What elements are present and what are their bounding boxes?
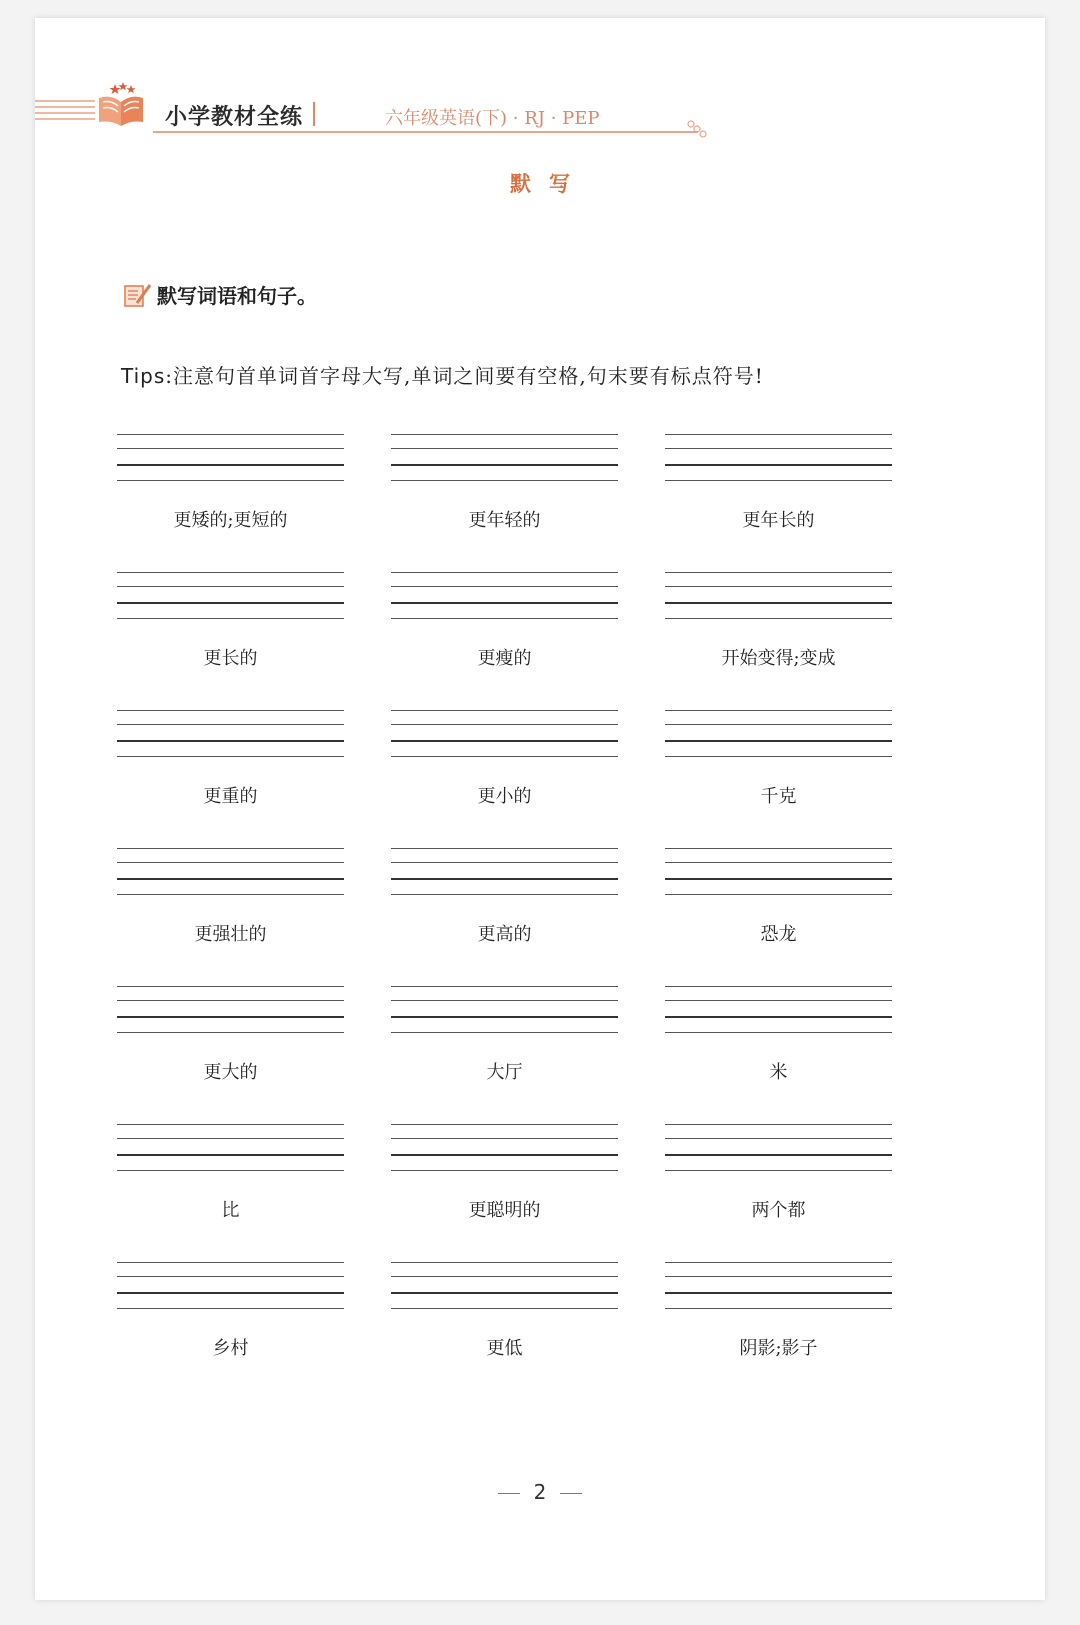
dictation-item — [665, 572, 892, 686]
writing-line — [391, 618, 618, 619]
dictation-prompt: 更重的 — [203, 786, 258, 807]
writing-lines[interactable] — [391, 986, 618, 1036]
writing-line — [391, 878, 618, 880]
dictation-prompt: 更瘦的 — [477, 648, 532, 669]
dictation-item — [665, 1124, 892, 1238]
dictation-prompt: 大厅 — [486, 1062, 523, 1083]
worksheet-page — [35, 18, 1045, 1600]
writing-lines[interactable] — [391, 710, 618, 760]
writing-line — [391, 602, 618, 604]
writing-line — [665, 1124, 892, 1125]
page-title: 默写 — [510, 172, 588, 196]
page-header — [35, 70, 735, 140]
writing-line — [117, 586, 344, 587]
dictation-item — [665, 1262, 892, 1376]
writing-line — [665, 1154, 892, 1156]
decorative-dots-icon — [686, 119, 708, 139]
writing-line — [117, 1276, 344, 1277]
writing-lines[interactable] — [391, 572, 618, 622]
writing-line — [391, 862, 618, 863]
header-stripes — [35, 100, 95, 124]
dictation-item — [117, 710, 344, 824]
header-rule — [153, 131, 698, 133]
writing-line — [117, 1000, 344, 1001]
dictation-prompt: 比 — [221, 1200, 240, 1221]
writing-line — [665, 602, 892, 604]
writing-line — [665, 1000, 892, 1001]
writing-line — [665, 1170, 892, 1171]
writing-line — [117, 862, 344, 863]
dictation-item — [665, 710, 892, 824]
footer-dash-left — [498, 1493, 520, 1494]
writing-lines[interactable] — [117, 434, 344, 484]
dictation-item — [117, 572, 344, 686]
writing-line — [391, 710, 618, 711]
writing-line — [117, 894, 344, 895]
writing-line — [665, 894, 892, 895]
tips-line — [121, 360, 764, 389]
writing-line — [391, 1308, 618, 1309]
writing-line — [665, 1016, 892, 1018]
writing-line — [117, 740, 344, 742]
dictation-prompt: 更年轻的 — [468, 510, 541, 531]
writing-line — [665, 862, 892, 863]
writing-line — [117, 1170, 344, 1171]
dictation-item — [665, 986, 892, 1100]
section-heading — [123, 280, 317, 309]
writing-line — [117, 1032, 344, 1033]
writing-lines[interactable] — [117, 1262, 344, 1312]
writing-line — [665, 464, 892, 466]
writing-line — [117, 848, 344, 849]
writing-line — [665, 618, 892, 619]
title-divider — [313, 102, 315, 126]
tips-text: :注意句首单词首字母大写,单词之间要有空格,句末要有标点符号! — [165, 364, 764, 388]
writing-line — [117, 618, 344, 619]
writing-line — [117, 480, 344, 481]
writing-line — [665, 572, 892, 573]
dictation-prompt: 更长的 — [203, 648, 258, 669]
dictation-item — [117, 434, 344, 548]
writing-lines[interactable] — [391, 1124, 618, 1174]
writing-line — [391, 1170, 618, 1171]
footer-dash-right — [560, 1493, 582, 1494]
tips-key: Tips — [121, 364, 166, 388]
writing-line — [391, 848, 618, 849]
dictation-prompt: 米 — [769, 1062, 788, 1083]
writing-line — [391, 572, 618, 573]
writing-line — [391, 464, 618, 466]
writing-line — [117, 1138, 344, 1139]
open-book-stars-icon — [93, 80, 149, 130]
writing-line — [391, 1276, 618, 1277]
writing-line — [117, 448, 344, 449]
writing-lines[interactable] — [665, 710, 892, 760]
dictation-prompt: 更低 — [486, 1338, 523, 1359]
writing-line — [117, 1124, 344, 1125]
writing-lines[interactable] — [117, 848, 344, 898]
dictation-prompt: 千克 — [760, 786, 797, 807]
writing-line — [665, 848, 892, 849]
writing-line — [391, 1154, 618, 1156]
writing-line — [391, 1016, 618, 1018]
writing-line — [117, 1262, 344, 1263]
page-footer — [35, 1480, 1045, 1504]
page-number: 2 — [533, 1480, 547, 1504]
dictation-prompt: 更小的 — [477, 786, 532, 807]
writing-lines[interactable] — [665, 848, 892, 898]
writing-line — [391, 1262, 618, 1263]
writing-line — [391, 480, 618, 481]
writing-line — [391, 1032, 618, 1033]
dictation-prompt: 阴影;影子 — [739, 1338, 818, 1359]
writing-line — [391, 724, 618, 725]
writing-line — [665, 710, 892, 711]
dictation-item — [117, 1262, 344, 1376]
writing-lines[interactable] — [391, 434, 618, 484]
writing-line — [665, 448, 892, 449]
dictation-prompt: 恐龙 — [760, 924, 797, 945]
writing-line — [391, 1124, 618, 1125]
dictation-item — [117, 1124, 344, 1238]
writing-line — [391, 740, 618, 742]
writing-line — [391, 1138, 618, 1139]
writing-line — [117, 1308, 344, 1309]
writing-lines[interactable] — [665, 1124, 892, 1174]
writing-line — [665, 1138, 892, 1139]
writing-line — [665, 434, 892, 435]
writing-line — [391, 986, 618, 987]
grade-subtitle: 六年级英语(下) · RJ · PEP — [385, 108, 600, 129]
writing-line — [665, 756, 892, 757]
writing-line — [391, 448, 618, 449]
dictation-item — [117, 848, 344, 962]
writing-lines[interactable] — [117, 1124, 344, 1174]
writing-line — [117, 464, 344, 466]
dictation-grid — [117, 434, 892, 1376]
dictation-prompt: 更聪明的 — [468, 1200, 541, 1221]
writing-line — [117, 1154, 344, 1156]
writing-lines[interactable] — [665, 1262, 892, 1312]
writing-line — [665, 1262, 892, 1263]
writing-line — [117, 724, 344, 725]
dictation-item — [665, 848, 892, 962]
dictation-item — [391, 572, 618, 686]
dictation-prompt: 更矮的;更短的 — [173, 510, 288, 531]
writing-line — [665, 986, 892, 987]
dictation-prompt: 乡村 — [212, 1338, 249, 1359]
writing-line — [665, 1292, 892, 1294]
dictation-item — [391, 434, 618, 548]
writing-line — [665, 1276, 892, 1277]
dictation-prompt: 更高的 — [477, 924, 532, 945]
dictation-prompt: 更强壮的 — [194, 924, 267, 945]
dictation-prompt: 更大的 — [203, 1062, 258, 1083]
writing-line — [117, 710, 344, 711]
section-heading-text: 默写词语和句子。 — [157, 284, 317, 308]
writing-line — [117, 878, 344, 880]
writing-line — [117, 756, 344, 757]
writing-lines[interactable] — [117, 986, 344, 1036]
writing-lines[interactable] — [391, 848, 618, 898]
writing-line — [117, 1292, 344, 1294]
writing-line — [391, 434, 618, 435]
dictation-item — [665, 434, 892, 548]
writing-line — [391, 586, 618, 587]
writing-lines[interactable] — [391, 1262, 618, 1312]
writing-line — [665, 1308, 892, 1309]
dictation-prompt: 两个都 — [751, 1200, 806, 1221]
dictation-item — [391, 848, 618, 962]
dictation-prompt: 更年长的 — [742, 510, 815, 531]
writing-lines[interactable] — [117, 710, 344, 760]
writing-line — [117, 602, 344, 604]
writing-line — [665, 878, 892, 880]
writing-lines[interactable] — [117, 572, 344, 622]
dictation-item — [117, 986, 344, 1100]
writing-line — [117, 986, 344, 987]
dictation-item — [391, 1262, 618, 1376]
writing-line — [391, 1292, 618, 1294]
series-title: 小学教材全练 — [165, 105, 304, 130]
writing-line — [391, 1000, 618, 1001]
dictation-item — [391, 1124, 618, 1238]
writing-line — [665, 1032, 892, 1033]
dictation-item — [391, 710, 618, 824]
pencil-note-icon — [123, 282, 153, 308]
writing-lines[interactable] — [665, 986, 892, 1036]
writing-line — [665, 740, 892, 742]
writing-lines[interactable] — [665, 434, 892, 484]
writing-line — [391, 756, 618, 757]
writing-line — [117, 1016, 344, 1018]
writing-line — [665, 724, 892, 725]
writing-line — [391, 894, 618, 895]
writing-line — [665, 480, 892, 481]
dictation-item — [391, 986, 618, 1100]
writing-line — [117, 434, 344, 435]
writing-lines[interactable] — [665, 572, 892, 622]
writing-line — [117, 572, 344, 573]
dictation-prompt: 开始变得;变成 — [721, 648, 836, 669]
writing-line — [665, 586, 892, 587]
